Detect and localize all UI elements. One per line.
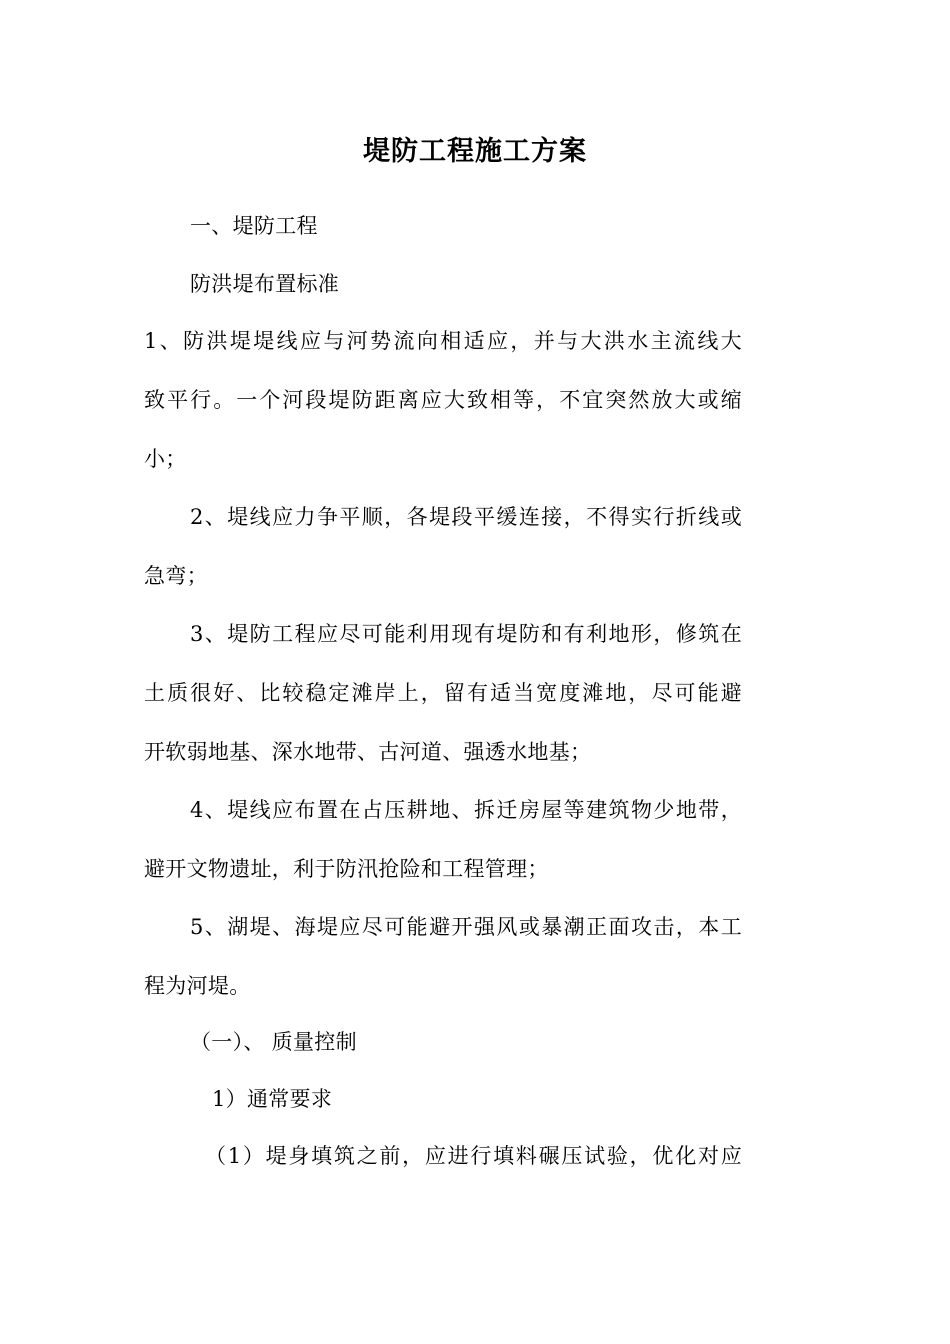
paragraph-line: 开软弱地基、深水地带、古河道、强透水地基； (144, 740, 592, 764)
paragraph-line: 避开文物遗址，利于防汛抢险和工程管理； (144, 857, 549, 881)
paragraph-line: 3、堤防工程应尽可能利用现有堤防和有利地形，修筑在 (190, 622, 742, 646)
document-title: 堤防工程施工方案 (363, 136, 587, 167)
paragraph-line: 程为河堤。 (144, 974, 251, 998)
paragraph-line: 2、堤线应力争平顺，各堤段平缓连接，不得实行折线或 (190, 505, 742, 529)
paragraph-line: 4、堤线应布置在占压耕地、拆迁房屋等建筑物少地带， (190, 798, 742, 822)
section-heading: 一、堤防工程 (190, 214, 318, 238)
subsection-heading: 1）通常要求 (212, 1087, 333, 1111)
paragraph-line: 1、防洪堤堤线应与河势流向相适应，并与大洪水主流线大 (144, 329, 742, 353)
paragraph-line: 小； (144, 447, 187, 471)
paragraph-line: 土质很好、比较稳定滩岸上，留有适当宽度滩地，尽可能避 (144, 681, 742, 705)
paragraph-line: （1）堤身填筑之前，应进行填料碾压试验，优化对应 (205, 1144, 742, 1168)
paragraph-line: 5、湖堤、海堤应尽可能避开强风或暴潮正面攻击，本工 (190, 915, 742, 939)
sub-heading: 防洪堤布置标准 (190, 272, 340, 296)
section-heading: （一）、 质量控制 (190, 1030, 357, 1054)
paragraph-line: 致平行。一个河段堤防距离应大致相等，不宜突然放大或缩 (144, 388, 742, 412)
paragraph-line: 急弯； (144, 564, 208, 588)
